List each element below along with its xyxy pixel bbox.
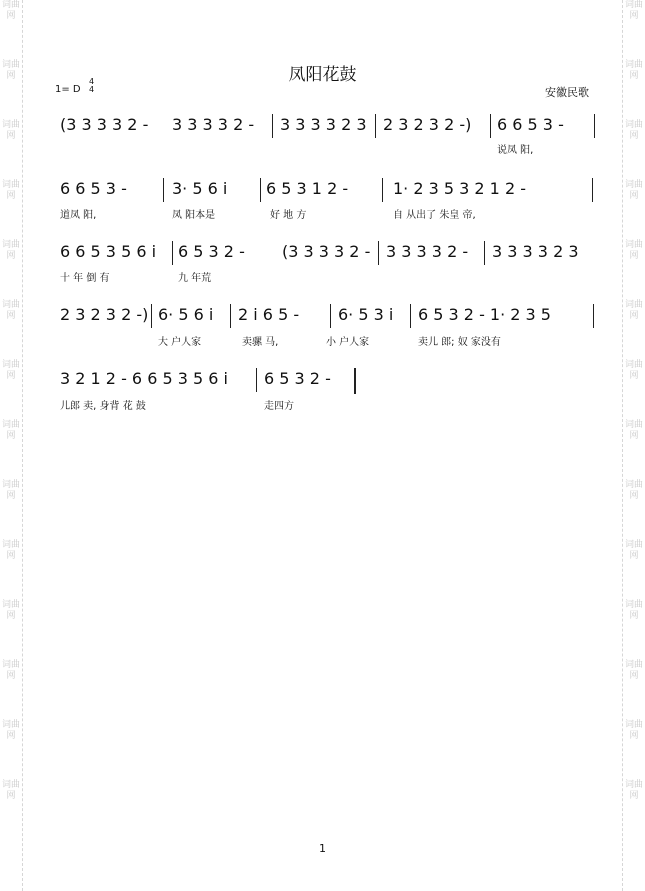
lyric: 凤 阳本是 (172, 210, 216, 221)
bar-line (375, 114, 376, 138)
lyric: 说凤 阳, (497, 145, 534, 156)
score-line (60, 178, 600, 206)
bar-line (410, 304, 411, 328)
measure: (3 3 3 3 2 - (282, 242, 371, 261)
measure: 6· 5 6 i (158, 305, 214, 324)
lyric-line (60, 206, 600, 220)
lyric: 大 户人家 (158, 337, 202, 348)
lyric: 好 地 方 (270, 210, 307, 221)
bar-line (592, 178, 593, 202)
measure: 3 3 3 3 2 - (386, 242, 469, 261)
song-source: 安徽民歌 (545, 86, 589, 99)
lyric: 自 从出了 朱皇 帝, (393, 210, 476, 221)
lyric-line (60, 333, 600, 347)
bar-line (163, 178, 164, 202)
score-line (60, 304, 600, 332)
measure: 6 6 5 3 5 6 i (60, 242, 157, 261)
lyric-line (60, 269, 600, 283)
watermark-left: 词曲网 词曲网 词曲网 词曲网 词曲网 词曲网 词曲网 词曲网 词曲网 词曲网 词曲网 词曲网 词曲网 词曲网 (2, 0, 21, 801)
lyric: 儿郎 卖, 身背 花 鼓 (60, 401, 146, 412)
lyric: 卖骡 马, (242, 337, 279, 348)
measure: 6 5 3 2 - 1· 2 3 5 (418, 305, 551, 324)
bar-line (260, 178, 261, 202)
lyric: 九 年荒 (178, 273, 212, 284)
measure: 2 3 2 3 2 -) (383, 115, 472, 134)
bar-line (272, 114, 273, 138)
measure: 6 6 5 3 - (497, 115, 564, 134)
lyric: 卖儿 郎; 奴 家没有 (418, 337, 501, 348)
measure: 6 5 3 2 - (178, 242, 245, 261)
bar-line (256, 368, 257, 392)
measure: 3 3 3 3 2 3 (280, 115, 367, 134)
bar-line (151, 304, 152, 328)
bar-line (594, 114, 595, 138)
score-line (60, 241, 600, 269)
measure: (3 3 3 3 2 - (60, 115, 149, 134)
lyric: 小 户人家 (326, 337, 370, 348)
score-line (60, 114, 600, 142)
lyric-line (60, 141, 600, 155)
bar-line (484, 241, 485, 265)
page-number: 1 (319, 842, 326, 855)
bar-line (490, 114, 491, 138)
final-bar-line (354, 368, 356, 394)
bar-line (382, 178, 383, 202)
meter-bottom: 4 (89, 85, 95, 94)
measure: 3· 5 6 i (172, 179, 228, 198)
measure: 2 i 6 5 - (238, 305, 300, 324)
measure: 3 3 3 3 2 3 (492, 242, 579, 261)
measure: 3 3 3 3 2 - (172, 115, 255, 134)
measure: 6 5 3 1 2 - (266, 179, 349, 198)
bar-line (378, 241, 379, 265)
lyric-line (60, 397, 600, 411)
measure: 1· 2 3 5 3 2 1 2 - (393, 179, 526, 198)
lyric: 道凤 阳, (60, 210, 97, 221)
bar-line (330, 304, 331, 328)
lyric: 十 年 倒 有 (60, 273, 110, 284)
right-margin-line (622, 0, 623, 891)
key-signature: 1= D (55, 84, 81, 95)
meter-top: 4 (89, 77, 95, 86)
time-signature (89, 78, 94, 94)
bar-line (230, 304, 231, 328)
bar-line (593, 304, 594, 328)
measure: 2 3 2 3 2 -) (60, 305, 149, 324)
score-line (60, 368, 600, 396)
measure: 6 5 3 2 - (264, 369, 331, 388)
measure: 6· 5 3 i (338, 305, 394, 324)
bar-line (172, 241, 173, 265)
song-title: 凤阳花鼓 (288, 65, 357, 85)
left-margin-line (22, 0, 23, 891)
lyric: 走四方 (264, 401, 294, 412)
measure: 3 2 1 2 - 6 6 5 3 5 6 i (60, 369, 228, 388)
measure: 6 6 5 3 - (60, 179, 127, 198)
watermark-right: 词曲网 词曲网 词曲网 词曲网 词曲网 词曲网 词曲网 词曲网 词曲网 词曲网 词曲网 词曲网 词曲网 词曲网 (625, 0, 644, 801)
